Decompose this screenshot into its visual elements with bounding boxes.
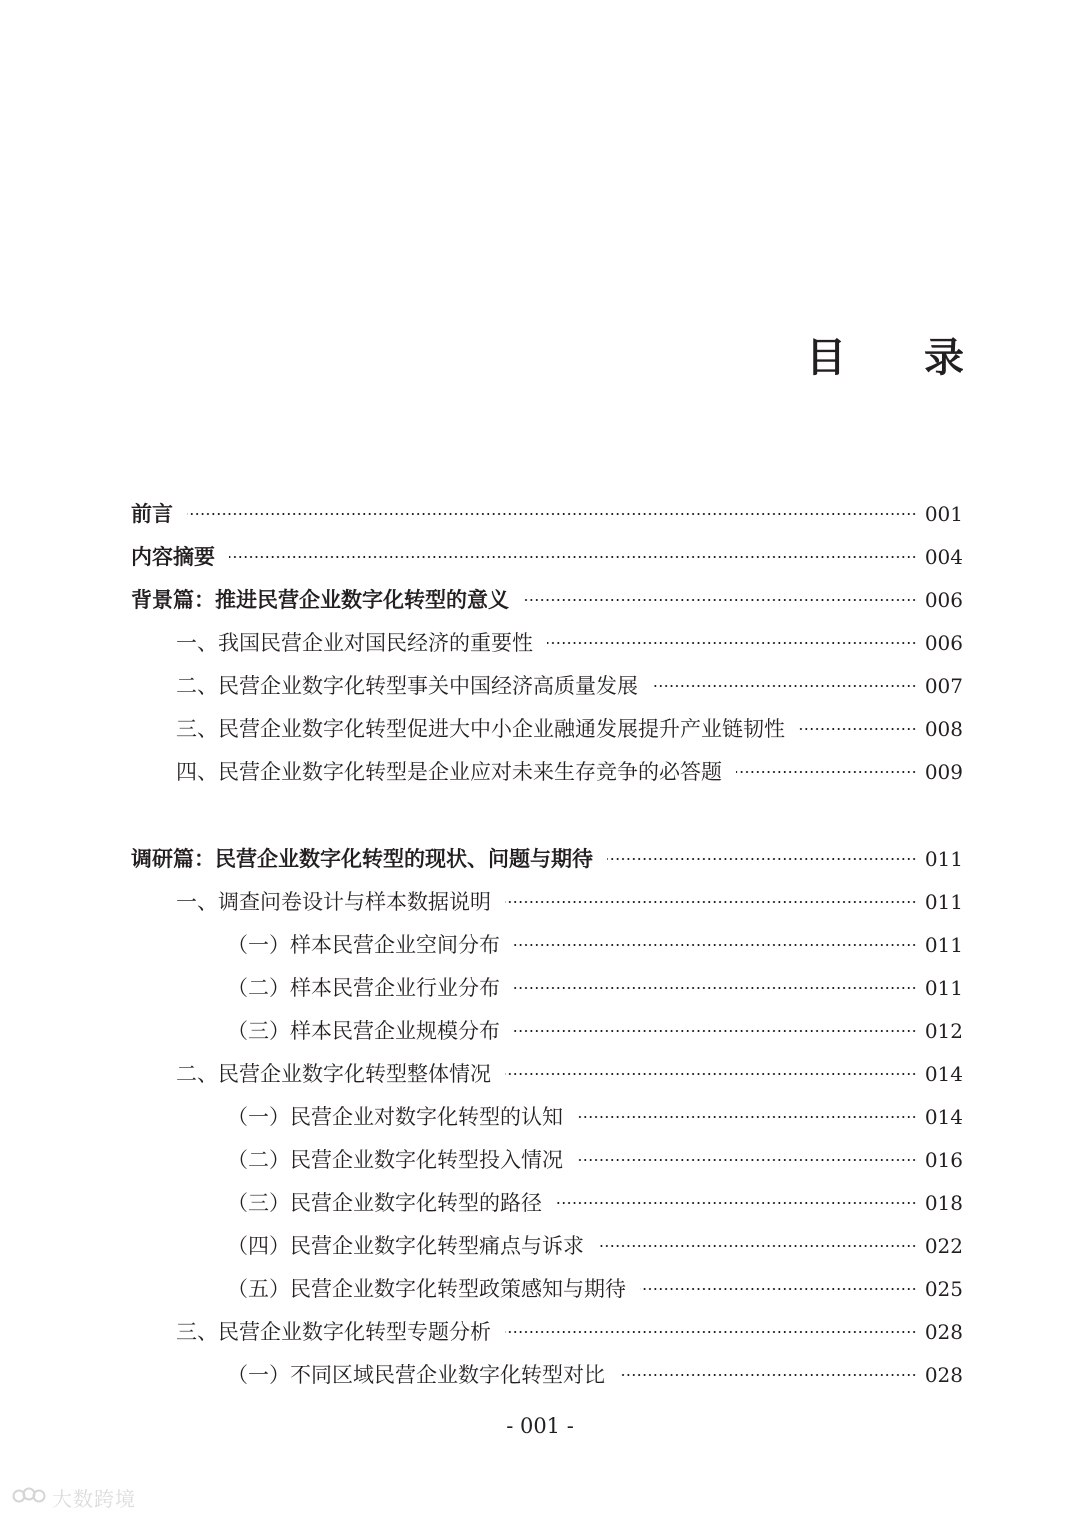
toc-entry[interactable] (176, 885, 963, 919)
dot-leader (229, 556, 917, 558)
dot-leader (619, 1374, 917, 1376)
toc-entry-page: 018 (924, 1191, 963, 1215)
toc-entry-page: 004 (924, 545, 963, 569)
toc-entry-page: 006 (924, 588, 963, 612)
toc-entry-label: （一）民营企业对数字化转型的认知 (227, 1105, 563, 1129)
toc-entry-label: 二、民营企业数字化转型事关中国经济高质量发展 (176, 674, 638, 698)
toc-entry[interactable] (227, 1272, 963, 1306)
dot-leader (547, 642, 917, 644)
dot-leader (799, 728, 917, 730)
toc-entry-page: 011 (924, 933, 963, 957)
toc-entry-page: 011 (924, 890, 963, 914)
toc-entry-label: （二）样本民营企业行业分布 (227, 976, 500, 1000)
dot-leader (736, 771, 917, 773)
dot-leader (607, 858, 917, 860)
toc-entry-page: 016 (924, 1148, 963, 1172)
toc-entry[interactable] (227, 928, 963, 962)
toc-entry[interactable] (227, 1186, 963, 1220)
toc-entry-page: 009 (924, 760, 963, 784)
toc-entry-page: 006 (924, 631, 963, 655)
toc-entry[interactable] (131, 497, 963, 531)
toc-entry-label: 一、我国民营企业对国民经济的重要性 (176, 631, 533, 655)
dot-leader (505, 1073, 917, 1075)
toc-entry[interactable] (176, 1315, 963, 1349)
dot-leader (187, 513, 917, 515)
toc-entry-label: 三、民营企业数字化转型专题分析 (176, 1320, 491, 1344)
toc-entry[interactable] (227, 1229, 963, 1263)
dot-leader (505, 901, 917, 903)
toc-entry[interactable] (227, 1100, 963, 1134)
dot-leader (598, 1245, 917, 1247)
toc-entry[interactable] (131, 583, 963, 617)
toc-entry-label: （二）民营企业数字化转型投入情况 (227, 1148, 563, 1172)
toc-entry-label: （四）民营企业数字化转型痛点与诉求 (227, 1234, 584, 1258)
toc-entry[interactable] (227, 971, 963, 1005)
toc-entry[interactable] (227, 1143, 963, 1177)
toc-entry-label: 前言 (131, 501, 173, 526)
toc-entry-label: 一、调查问卷设计与样本数据说明 (176, 890, 491, 914)
dot-leader (556, 1202, 917, 1204)
toc-entry-page: 011 (924, 847, 963, 871)
toc-entry-label: 二、民营企业数字化转型整体情况 (176, 1062, 491, 1086)
toc-entry[interactable] (176, 669, 963, 703)
toc-entry[interactable] (176, 712, 963, 746)
toc-entry-page: 014 (924, 1062, 963, 1086)
toc-entry-label: 四、民营企业数字化转型是企业应对未来生存竞争的必答题 (176, 760, 722, 784)
dot-leader (505, 1331, 917, 1333)
toc-entry[interactable] (176, 626, 963, 660)
dot-leader (514, 1030, 917, 1032)
brand-logo-icon (12, 1484, 46, 1510)
page-number: - 001 - (506, 1414, 574, 1438)
toc-entry[interactable] (227, 1014, 963, 1048)
dot-leader (640, 1288, 917, 1290)
toc-entry[interactable] (176, 1057, 963, 1091)
dot-leader (577, 1159, 917, 1161)
toc-entry-label: （三）民营企业数字化转型的路径 (227, 1191, 542, 1215)
toc-entry-page: 028 (924, 1363, 963, 1387)
dot-leader (514, 987, 917, 989)
toc-entry-label: 调研篇：民营企业数字化转型的现状、问题与期待 (131, 846, 593, 871)
toc-title-char-1: 目 (806, 334, 846, 381)
toc-entry-label: （一）不同区域民营企业数字化转型对比 (227, 1363, 605, 1387)
toc-entry-page: 007 (924, 674, 963, 698)
dot-leader (514, 944, 917, 946)
toc-entry-label: （三）样本民营企业规模分布 (227, 1019, 500, 1043)
dot-leader (652, 685, 917, 687)
toc-title-char-2: 录 (924, 334, 964, 381)
toc-entry[interactable] (131, 540, 963, 574)
toc-entry-page: 011 (924, 976, 963, 1000)
watermark-text: 大数跨境 (52, 1486, 136, 1511)
toc-entry-label: 三、民营企业数字化转型促进大中小企业融通发展提升产业链韧性 (176, 717, 785, 741)
toc-entry-label: （五）民营企业数字化转型政策感知与期待 (227, 1277, 626, 1301)
toc-entry-page: 001 (924, 502, 963, 526)
toc-entry-label: （一）样本民营企业空间分布 (227, 933, 500, 957)
toc-entry[interactable] (227, 1358, 963, 1392)
toc-entry-page: 025 (924, 1277, 963, 1301)
toc-entry-page: 014 (924, 1105, 963, 1129)
toc-entry-label: 背景篇：推进民营企业数字化转型的意义 (131, 587, 509, 612)
toc-entry[interactable] (131, 842, 963, 876)
toc-entry-page: 008 (924, 717, 963, 741)
toc-entry-page: 022 (924, 1234, 963, 1258)
watermark (12, 1482, 172, 1512)
toc-entry-page: 028 (924, 1320, 963, 1344)
toc-entry[interactable] (176, 755, 963, 789)
dot-leader (523, 599, 917, 601)
dot-leader (577, 1116, 917, 1118)
toc-entry-page: 012 (924, 1019, 963, 1043)
toc-entry-label: 内容摘要 (131, 544, 215, 569)
